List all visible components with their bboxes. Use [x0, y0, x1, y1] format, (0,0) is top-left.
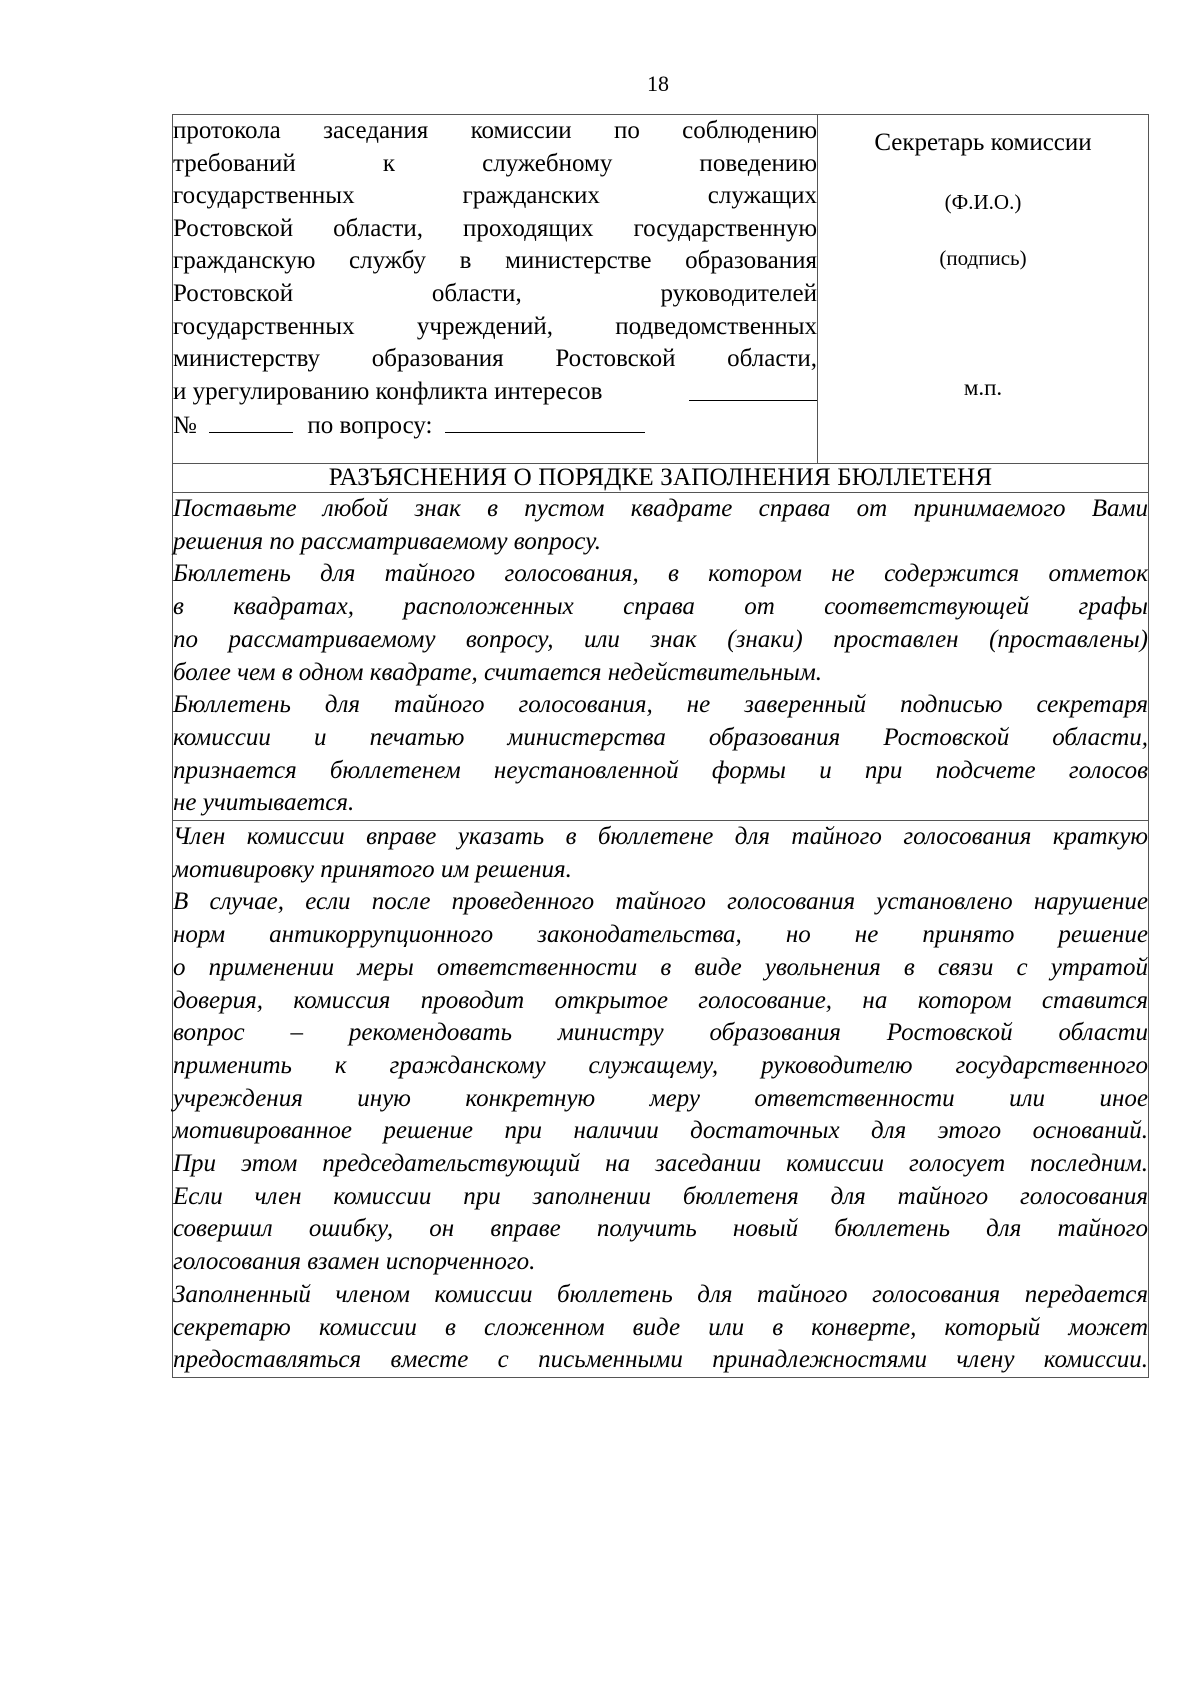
instruction-line: При этом председательствующий на заседании комиссии голосует последним.: [173, 1150, 1148, 1178]
protocol-date-line: [173, 376, 817, 409]
protocol-line: гражданскую службу в министерстве образования: [173, 247, 817, 275]
instruction-line: о применении меры ответственности в виде увольнения в связи с утратой: [173, 953, 1148, 981]
protocol-line: требований к служебному поведению: [173, 149, 817, 177]
protocol-number-blank[interactable]: [209, 408, 293, 433]
instructions-block-2: [173, 821, 1149, 1378]
instruction-line: мотивировку принятого им решения.: [173, 855, 572, 883]
ballot-table: [172, 114, 1149, 1378]
instruction-line: Если член комиссии при заполнении бюллетеня для тайного голосования: [173, 1182, 1148, 1210]
header-row: [173, 115, 1149, 464]
protocol-line: государственных учреждений, подведомственных: [173, 312, 817, 340]
instruction-line: комиссии и печатью министерства образования Ростовской области,: [173, 723, 1148, 751]
instruction-line: предоставляться вместе с письменными принадлежностями члену комиссии.: [173, 1346, 1148, 1374]
instruction-line: норм антикоррупционного законодательства, но не принято решение: [173, 921, 1148, 949]
instruction-line: вопрос – рекомендовать министру образования Ростовской области: [173, 1019, 1148, 1047]
instruction-line: секретарю комиссии в сложенном виде или в конверте, который может: [173, 1313, 1148, 1341]
instruction-line: мотивированное решение при наличии достаточных для этого оснований.: [173, 1117, 1148, 1145]
protocol-date-blank[interactable]: [689, 376, 817, 401]
instructions-heading: РАЗЪЯСНЕНИЯ О ПОРЯДКЕ ЗАПОЛНЕНИЯ БЮЛЛЕТЕНЯ: [173, 464, 1149, 493]
instruction-line: по рассматриваемому вопросу, или знак (знаки) проставлен (проставлены): [173, 625, 1148, 653]
instruction-line: В случае, если после проведенного тайного голосования установлено нарушение: [173, 888, 1148, 916]
instruction-line: Член комиссии вправе указать в бюллетене для тайного голосования краткую: [173, 823, 1148, 851]
stamp-label: м.п.: [963, 375, 1003, 400]
instructions-block-1: [173, 493, 1149, 821]
protocol-reference-cell: [173, 115, 818, 464]
protocol-line: протокола заседания комиссии по соблюдению: [173, 117, 817, 144]
instructions-row-2: [173, 821, 1149, 1378]
instructions-row-1: [173, 493, 1149, 821]
instruction-line: признается бюллетенем неустановленной формы и при подсчете голосов: [173, 756, 1148, 784]
number-sign: №: [173, 412, 197, 440]
instruction-line: совершил ошибку, он вправе получить новый бюллетень для тайного: [173, 1215, 1148, 1243]
signature-label: (подпись): [939, 246, 1027, 270]
instruction-line: более чем в одном квадрате, считается недействительным.: [173, 658, 823, 686]
page-number: 18: [647, 71, 669, 96]
instruction-line: в квадратах, расположенных справа от соответствующей графы: [173, 593, 1148, 621]
instruction-line: решения по рассматриваемому вопросу.: [173, 527, 601, 555]
instruction-line: Бюллетень для тайного голосования, в котором не содержится отметок: [173, 560, 1148, 588]
fio-label: (Ф.И.О.): [944, 190, 1022, 214]
secretary-cell: [818, 115, 1149, 464]
instruction-line: Бюллетень для тайного голосования, не заверенный подписью секретаря: [173, 691, 1148, 719]
instruction-line: Заполненный членом комиссии бюллетень для тайного голосования передается: [173, 1280, 1148, 1308]
question-blank[interactable]: [445, 408, 645, 433]
secretary-label: Секретарь комиссии: [874, 129, 1092, 156]
instruction-line: применить к гражданскому служащему, руководителю государственного: [173, 1051, 1148, 1079]
protocol-line: и урегулированию конфликта интересов: [173, 377, 603, 405]
instruction-line: доверия, комиссия проводит открытое голосование, на котором ставится: [173, 986, 1148, 1014]
protocol-line: государственных гражданских служащих: [173, 182, 817, 210]
question-label: по вопросу:: [307, 412, 433, 440]
protocol-line: Ростовской области, проходящих государственную: [173, 214, 817, 242]
instruction-line: учреждения иную конкретную меру ответственности или иное: [173, 1084, 1148, 1112]
protocol-line: министерству образования Ростовской области,: [173, 345, 817, 373]
instruction-line: Поставьте любой знак в пустом квадрате справа от принимаемого Вами: [173, 495, 1148, 522]
instruction-line: голосования взамен испорченного.: [173, 1248, 536, 1276]
heading-row: [173, 464, 1149, 493]
protocol-number-line: [173, 408, 817, 443]
instruction-line: не учитывается.: [173, 789, 355, 817]
protocol-line: Ростовской области, руководителей: [173, 279, 817, 307]
